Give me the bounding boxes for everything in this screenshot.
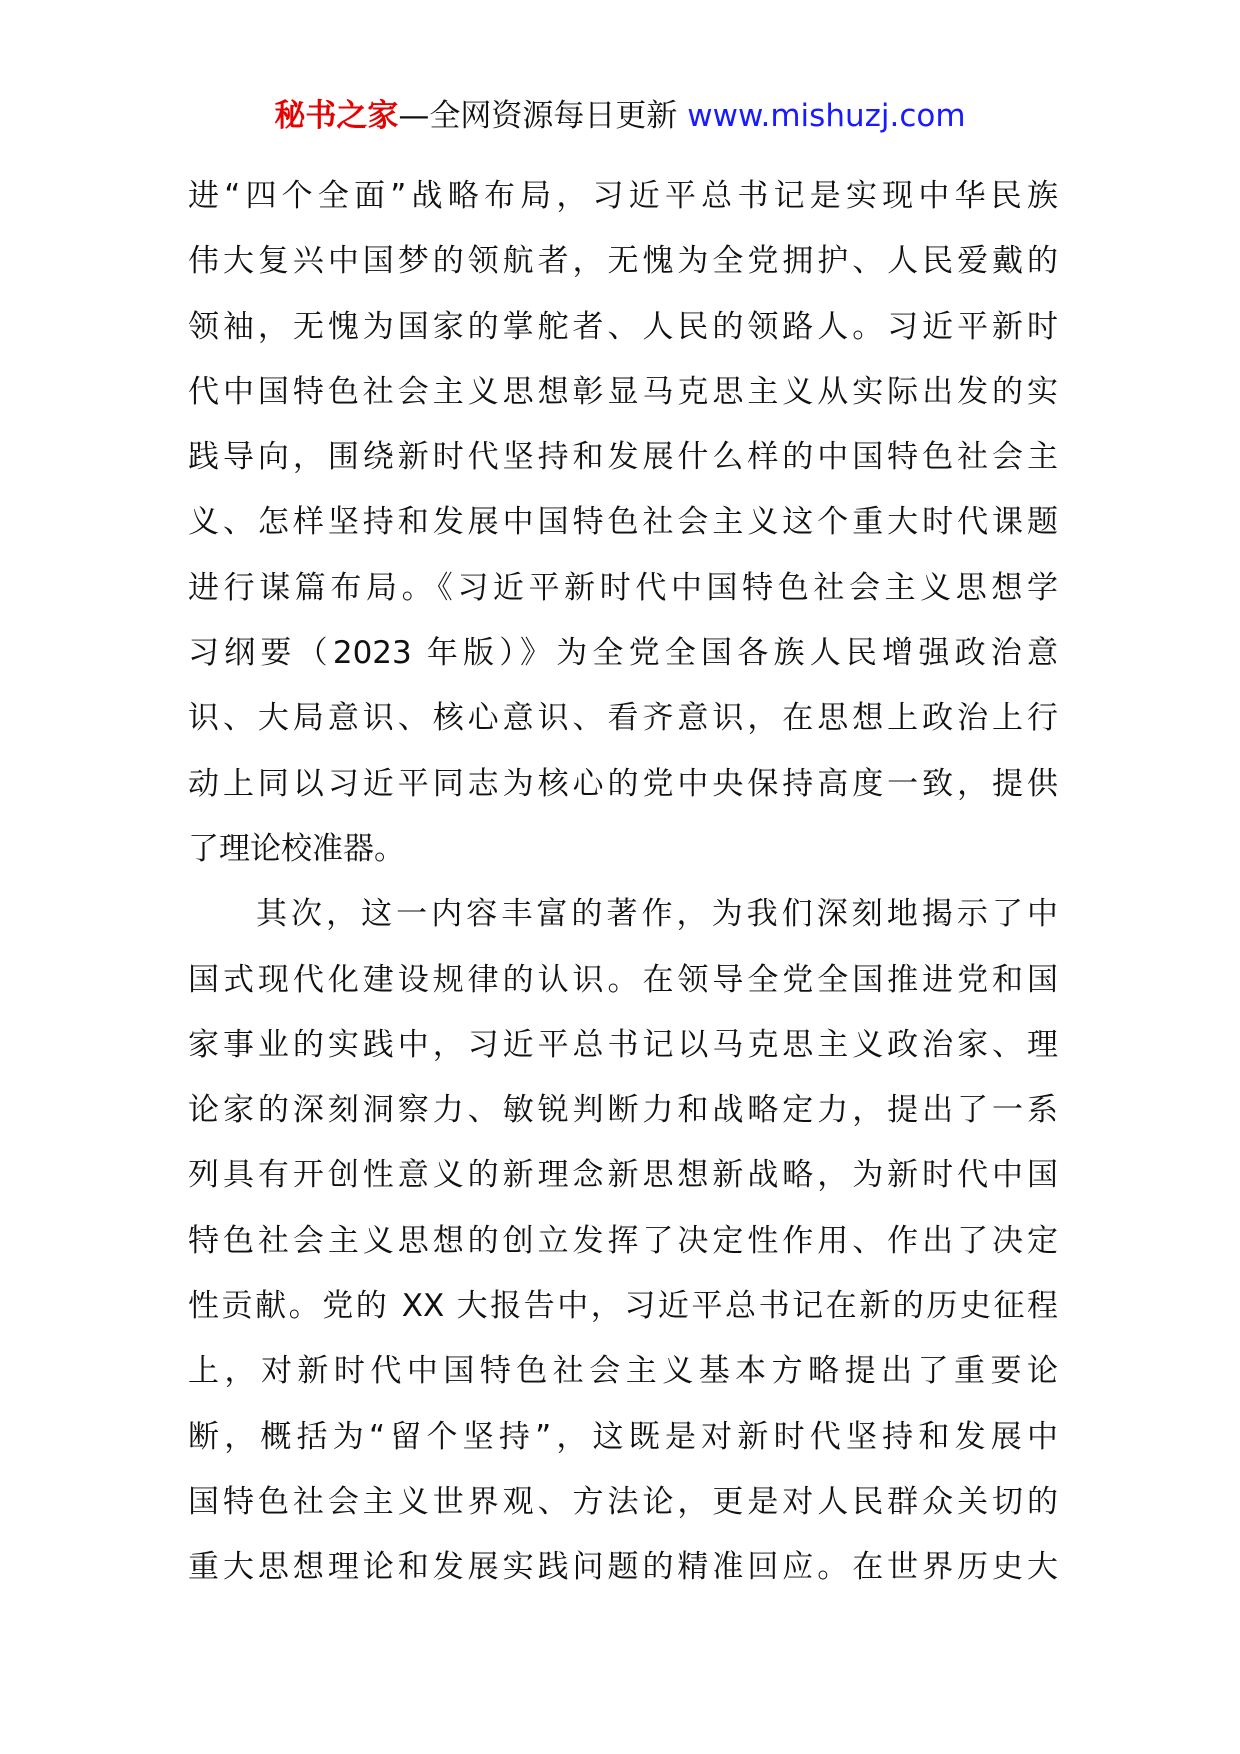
text-line: 列具有开创性意义的新理念新思想新战略，为新时代中国 (188, 1157, 1058, 1194)
text-line: 动上同以习近平同志为核心的党中央保持高度一致，提供 (188, 765, 1058, 802)
text-line: 国式现代化建设规律的认识。在领导全党全国推进党和国 (188, 961, 1058, 998)
header-brand: 秘书之家 (274, 98, 399, 134)
header-site-link[interactable]: www.mishuzj.com (687, 98, 966, 134)
text-line: 进“四个全面”战略布局，习近平总书记是实现中华民族 (188, 178, 1058, 214)
page-header (0, 96, 1240, 136)
text-line: 代中国特色社会主义思想彰显马克思主义从实际出发的实 (188, 373, 1058, 410)
text-line: 义、怎样坚持和发展中国特色社会主义这个重大时代课题 (188, 504, 1058, 541)
text-line: 家事业的实践中，习近平总书记以马克思主义政治家、理 (188, 1026, 1058, 1063)
text-line: 断，概括为“留个坚持”，这既是对新时代坚持和发展中 (188, 1418, 1058, 1455)
text-line: 伟大复兴中国梦的领航者，无愧为全党拥护、人民爱戴的 (188, 243, 1058, 280)
text-line: 进行谋篇布局。《习近平新时代中国特色社会主义思想学 (188, 569, 1058, 606)
text-line: 重大思想理论和发展实践问题的精准回应。在世界历史大 (188, 1549, 1058, 1586)
text-line: 上，对新时代中国特色社会主义基本方略提出了重要论 (188, 1353, 1058, 1390)
text-line: 了理论校准器。 (188, 830, 405, 867)
text-line: 其次，这一内容丰富的著作，为我们深刻地揭示了中 (256, 896, 1058, 933)
text-line: 习纲要（2023 年版）》为全党全国各族人民增强政治意 (188, 635, 1058, 672)
text-line: 领袖，无愧为国家的掌舵者、人民的领路人。习近平新时 (188, 308, 1058, 345)
header-tagline: —全网资源每日更新 (398, 98, 678, 134)
text-line: 论家的深刻洞察力、敏锐判断力和战略定力，提出了一系 (188, 1092, 1058, 1129)
text-line: 国特色社会主义世界观、方法论，更是对人民群众关切的 (188, 1483, 1058, 1520)
text-line: 性贡献。党的 XX 大报告中，习近平总书记在新的历史征程 (188, 1288, 1058, 1325)
document-body (188, 164, 1058, 1601)
text-line: 特色社会主义思想的创立发挥了决定性作用、作出了决定 (188, 1222, 1058, 1259)
text-line: 识、大局意识、核心意识、看齐意识，在思想上政治上行 (188, 700, 1058, 737)
text-line: 践导向，围绕新时代坚持和发展什么样的中国特色社会主 (188, 439, 1058, 476)
